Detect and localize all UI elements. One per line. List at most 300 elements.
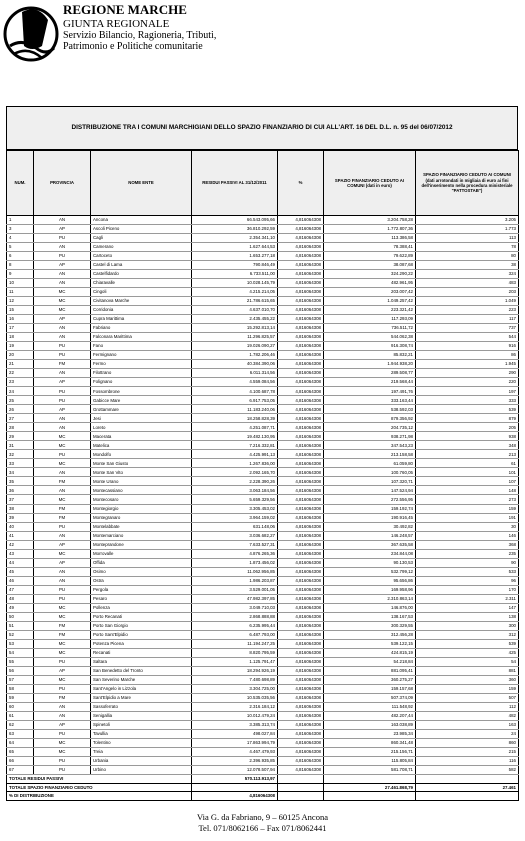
cell-num: 46: [7, 576, 34, 585]
cell-ente: Monteprandone: [91, 540, 192, 549]
table-row: [7, 306, 519, 315]
cell-residui: 6.011.314,56: [192, 369, 278, 378]
cell-provincia: MC: [34, 612, 91, 621]
cell-provincia: PU: [34, 594, 91, 603]
table-body: [7, 216, 519, 775]
cell-num: 60: [7, 702, 34, 711]
cell-num: 50: [7, 612, 34, 621]
cell-ente: Urbino: [91, 765, 192, 774]
cell-pct: 4,816064308: [278, 486, 324, 495]
cell-provincia: PU: [34, 234, 91, 243]
cell-ente: Montelabbate: [91, 522, 192, 531]
cell-spazio: 360.275,27: [324, 675, 416, 684]
table-row: [7, 513, 519, 522]
table-row: [7, 666, 519, 675]
cell-spazio: 544.062,38: [324, 333, 416, 342]
cell-num: 54: [7, 648, 34, 657]
cell-spazio: 507.374,09: [324, 693, 416, 702]
cell-num: 33: [7, 459, 34, 468]
cell-residui: 6.487.793,00: [192, 630, 278, 639]
cell-num: 24: [7, 387, 34, 396]
cell-pct: 4,816064308: [278, 324, 324, 333]
cell-ceduto: 107: [416, 477, 519, 486]
cell-ceduto: 737: [416, 324, 519, 333]
cell-residui: 3.385.313,74: [192, 720, 278, 729]
cell-ente: Senigallia: [91, 711, 192, 720]
header-ceduto: SPAZIO FINANZIARIO CEDUTO AI COMUNI (dati arrotondati in migliaia di euro ai fini dell'inserimento nella procedura ministeriale "PATTOSTAB"): [416, 151, 519, 216]
cell-ceduto: 507: [416, 693, 519, 702]
cell-pct: 4,816064308: [278, 234, 324, 243]
cell-ente: San Benedetto del Tronto: [91, 666, 192, 675]
cell-num: 29: [7, 432, 34, 441]
cell-spazio: 146.876,00: [324, 603, 416, 612]
cell-pct: 4,816064308: [278, 684, 324, 693]
cell-pct: 4,816064308: [278, 243, 324, 252]
cell-num: 6: [7, 252, 34, 261]
distribution-table: [6, 150, 519, 801]
cell-ceduto: 312: [416, 630, 519, 639]
cell-pct: 4,816064308: [278, 432, 324, 441]
cell-spazio: 117.293,09: [324, 315, 416, 324]
cell-ente: Falconara Marittima: [91, 333, 192, 342]
table-row: [7, 540, 519, 549]
cell-ceduto: 273: [416, 495, 519, 504]
cell-pct: 4,816064308: [278, 675, 324, 684]
cell-num: 1: [7, 216, 34, 225]
cell-pct: 4,816064308: [278, 729, 324, 738]
cell-pct: 4,816064308: [278, 360, 324, 369]
cell-provincia: AP: [34, 405, 91, 414]
cell-num: 27: [7, 414, 34, 423]
cell-ente: Recanati: [91, 648, 192, 657]
cell-spazio: 219.568,44: [324, 378, 416, 387]
table-row: [7, 414, 519, 423]
cell-provincia: AP: [34, 720, 91, 729]
cell-residui: 11.062.956,85: [192, 567, 278, 576]
cell-residui: 3.063.184,56: [192, 486, 278, 495]
cell-residui: 3.036.682,27: [192, 531, 278, 540]
cell-ente: Pesaro: [91, 594, 192, 603]
cell-provincia: FM: [34, 477, 91, 486]
cell-ceduto: 148: [416, 486, 519, 495]
cell-ceduto: 1.945: [416, 360, 519, 369]
cell-spazio: 2.310.863,14: [324, 594, 416, 603]
cell-provincia: AN: [34, 423, 91, 432]
table-row: [7, 621, 519, 630]
cell-pct: 4,816064308: [278, 252, 324, 261]
cell-spazio: 1.772.807,36: [324, 225, 416, 234]
cell-num: 22: [7, 369, 34, 378]
table-row: [7, 468, 519, 477]
cell-num: 59: [7, 693, 34, 702]
cell-residui: 2.396.935,85: [192, 756, 278, 765]
cell-pct: 4,816064308: [278, 477, 324, 486]
cell-residui: 498.027,84: [192, 729, 278, 738]
table-row: [7, 738, 519, 747]
cell-pct: 4,816064308: [278, 216, 324, 225]
cell-num: 37: [7, 495, 34, 504]
table-row: [7, 261, 519, 270]
cell-ceduto: 30: [416, 522, 519, 531]
cell-residui: 21.786.615,65: [192, 297, 278, 306]
table-row: [7, 279, 519, 288]
cell-pct: 4,816064308: [278, 333, 324, 342]
cell-spazio: 85.832,21: [324, 351, 416, 360]
cell-residui: 18.258.828,39: [192, 414, 278, 423]
cell-pct: 4,816064308: [278, 405, 324, 414]
header-residui: RESIDUI PASSIVI AL 31/12/2011: [192, 151, 278, 216]
cell-spazio: 860.341,48: [324, 738, 416, 747]
cell-residui: 7.216.332,81: [192, 441, 278, 450]
cell-ente: Cupra Marittima: [91, 315, 192, 324]
cell-pct: 4,816064308: [278, 414, 324, 423]
cell-spazio: 30.492,82: [324, 522, 416, 531]
cell-provincia: FM: [34, 630, 91, 639]
cell-provincia: MC: [34, 441, 91, 450]
cell-num: 26: [7, 405, 34, 414]
cell-pct: 4,816064308: [278, 657, 324, 666]
region-name: REGIONE MARCHE: [63, 2, 187, 17]
table-row: [7, 693, 519, 702]
pct-distribution-row: [7, 792, 519, 801]
cell-ente: Montegiorgio: [91, 504, 192, 513]
table-row: [7, 747, 519, 756]
header-spazio: SPAZIO FINANZIARIO CEDUTO AI COMUNI (dati in euro): [324, 151, 416, 216]
cell-provincia: AN: [34, 333, 91, 342]
cell-num: 47: [7, 585, 34, 594]
cell-pct: 4,816064308: [278, 621, 324, 630]
cell-spazio: 146.248,57: [324, 531, 416, 540]
table-row: [7, 585, 519, 594]
cell-ente: Fabriano: [91, 324, 192, 333]
cell-spazio: 736.511,72: [324, 324, 416, 333]
cell-spazio: 115.805,84: [324, 756, 416, 765]
cell-ente: Porto San Giorgio: [91, 621, 192, 630]
cell-num: 17: [7, 324, 34, 333]
cell-pct: 4,816064308: [278, 387, 324, 396]
cell-ceduto: 3.205: [416, 216, 519, 225]
table-row: [7, 684, 519, 693]
cell-provincia: AN: [34, 486, 91, 495]
table-row: [7, 252, 519, 261]
cell-ente: Monte San Vito: [91, 468, 192, 477]
empty-cell: [278, 783, 324, 792]
cell-ceduto: 220: [416, 378, 519, 387]
cell-num: 58: [7, 684, 34, 693]
cell-ceduto: 96: [416, 576, 519, 585]
cell-num: 21: [7, 360, 34, 369]
cell-residui: 10.012.479,24: [192, 711, 278, 720]
cell-ceduto: 80: [416, 252, 519, 261]
letterhead: [0, 0, 525, 70]
cell-spazio: 424.815,19: [324, 648, 416, 657]
cell-provincia: AN: [34, 270, 91, 279]
table-row: [7, 378, 519, 387]
cell-spazio: 38.087,68: [324, 261, 416, 270]
cell-ente: Castelfidardo: [91, 270, 192, 279]
cell-provincia: AN: [34, 279, 91, 288]
cell-ente: Civitanova Marche: [91, 297, 192, 306]
empty-cell: [324, 792, 416, 801]
cell-num: 63: [7, 729, 34, 738]
cell-spazio: 879.356,92: [324, 414, 416, 423]
table-row: [7, 360, 519, 369]
cell-residui: 4.637.010,70: [192, 306, 278, 315]
cell-ceduto: 159: [416, 684, 519, 693]
cell-ceduto: 38: [416, 261, 519, 270]
empty-cell: [416, 774, 519, 783]
table-row: [7, 720, 519, 729]
cell-num: 38: [7, 504, 34, 513]
cell-ceduto: 879: [416, 414, 519, 423]
cell-provincia: MC: [34, 747, 91, 756]
cell-ceduto: 90: [416, 558, 519, 567]
cell-provincia: MC: [34, 288, 91, 297]
header-provincia: PROVINCIA: [34, 151, 91, 216]
cell-spazio: 539.122,15: [324, 639, 416, 648]
cell-ente: Corridonia: [91, 306, 192, 315]
table-row: [7, 270, 519, 279]
cell-residui: 3.305.453,02: [192, 504, 278, 513]
cell-spazio: 223.321,42: [324, 306, 416, 315]
cell-residui: 11.183.240,06: [192, 405, 278, 414]
table-row: [7, 486, 519, 495]
cell-num: 39: [7, 513, 34, 522]
table-row: [7, 387, 519, 396]
cell-residui: 1.627.644,53: [192, 243, 278, 252]
cell-ente: Sant'Angelo in Lizzola: [91, 684, 192, 693]
table-row: [7, 594, 519, 603]
cell-pct: 4,816064308: [278, 747, 324, 756]
cell-provincia: MC: [34, 306, 91, 315]
cell-provincia: PU: [34, 342, 91, 351]
cell-ceduto: 146: [416, 531, 519, 540]
cell-provincia: FM: [34, 693, 91, 702]
table-header-row: [7, 151, 519, 216]
cell-ente: Treia: [91, 747, 192, 756]
cell-spazio: 23.985,34: [324, 729, 416, 738]
cell-residui: 4.467.479,93: [192, 747, 278, 756]
cell-provincia: AN: [34, 369, 91, 378]
table-row: [7, 216, 519, 225]
cell-ente: Cingoli: [91, 288, 192, 297]
cell-num: 35: [7, 477, 34, 486]
cell-ente: Monte San Giusto: [91, 459, 192, 468]
cell-num: 67: [7, 765, 34, 774]
cell-ceduto: 582: [416, 765, 519, 774]
total-spazio-euro: 27.461.868,79: [324, 783, 416, 792]
table-row: [7, 612, 519, 621]
cell-ente: Ostra: [91, 576, 192, 585]
cell-ceduto: 191: [416, 513, 519, 522]
cell-ceduto: 113: [416, 234, 519, 243]
cell-pct: 4,816064308: [278, 693, 324, 702]
cell-spazio: 159.157,68: [324, 684, 416, 693]
cell-num: 5: [7, 243, 34, 252]
cell-num: 16: [7, 315, 34, 324]
cell-ceduto: 78: [416, 243, 519, 252]
total-spazio-migliaia: 27.461: [416, 783, 519, 792]
cell-num: 12: [7, 297, 34, 306]
table-row: [7, 234, 519, 243]
cell-ceduto: 24: [416, 729, 519, 738]
table-row: [7, 324, 519, 333]
cell-ceduto: 61: [416, 459, 519, 468]
table-row: [7, 288, 519, 297]
table-row: [7, 495, 519, 504]
cell-provincia: AP: [34, 315, 91, 324]
cell-ente: Fermo: [91, 360, 192, 369]
cell-ente: Camerano: [91, 243, 192, 252]
cell-ente: Chiaravalle: [91, 279, 192, 288]
cell-spazio: 100.760,05: [324, 468, 416, 477]
cell-ente: Monte Urano: [91, 477, 192, 486]
cell-ceduto: 425: [416, 648, 519, 657]
cell-residui: 40.384.390,06: [192, 360, 278, 369]
cell-ente: San Severino Marche: [91, 675, 192, 684]
cell-num: 4: [7, 234, 34, 243]
table-row: [7, 477, 519, 486]
cell-num: 53: [7, 639, 34, 648]
cell-residui: 6.733.511,00: [192, 270, 278, 279]
cell-spazio: 289.508,77: [324, 369, 416, 378]
cell-ente: Tolentino: [91, 738, 192, 747]
cell-pct: 4,816064308: [278, 558, 324, 567]
cell-num: 40: [7, 522, 34, 531]
cell-num: 42: [7, 540, 34, 549]
cell-ceduto: 860: [416, 738, 519, 747]
cell-pct: 4,816064308: [278, 666, 324, 675]
cell-provincia: AN: [34, 531, 91, 540]
cell-spazio: 90.130,53: [324, 558, 416, 567]
table-row: [7, 342, 519, 351]
cell-ceduto: 54: [416, 657, 519, 666]
cell-spazio: 482.207,44: [324, 711, 416, 720]
cell-residui: 7.633.527,31: [192, 540, 278, 549]
empty-cell: [278, 792, 324, 801]
cell-pct: 4,816064308: [278, 459, 324, 468]
total-residui-row: [7, 774, 519, 783]
cell-provincia: AP: [34, 261, 91, 270]
council-name: GIUNTA REGIONALE: [63, 17, 170, 30]
cell-spazio: 107.320,71: [324, 477, 416, 486]
cell-spazio: 1.944.938,20: [324, 360, 416, 369]
cell-ceduto: 170: [416, 585, 519, 594]
cell-residui: 631.148,06: [192, 522, 278, 531]
cell-provincia: PU: [34, 396, 91, 405]
cell-ceduto: 86: [416, 351, 519, 360]
table-title: DISTRIBUZIONE TRA I COMUNI MARCHIGIANI DELLO SPAZIO FINANZIARIO DI CUI ALL'ART. 16 DEL D.L. n. 95 del 06/07/2012: [6, 106, 518, 150]
cell-spazio: 916.308,74: [324, 342, 416, 351]
cell-num: 32: [7, 450, 34, 459]
cell-num: 3: [7, 225, 34, 234]
cell-pct: 4,816064308: [278, 711, 324, 720]
cell-pct: 4,816064308: [278, 369, 324, 378]
header-pct: %: [278, 151, 324, 216]
cell-num: 45: [7, 567, 34, 576]
cell-num: 10: [7, 279, 34, 288]
cell-ceduto: 916: [416, 342, 519, 351]
cell-residui: 3.049.710,03: [192, 603, 278, 612]
empty-cell: [278, 774, 324, 783]
cell-provincia: MC: [34, 639, 91, 648]
cell-residui: 19.026.090,27: [192, 342, 278, 351]
table-row: [7, 522, 519, 531]
cell-num: 57: [7, 675, 34, 684]
cell-provincia: PU: [34, 756, 91, 765]
table-row: [7, 333, 519, 342]
cell-ceduto: 368: [416, 540, 519, 549]
table-row: [7, 297, 519, 306]
cell-ente: Ancona: [91, 216, 192, 225]
cell-provincia: PU: [34, 585, 91, 594]
cell-num: 66: [7, 756, 34, 765]
cell-pct: 4,816064308: [278, 270, 324, 279]
cell-residui: 10.028.145,79: [192, 279, 278, 288]
cell-num: 64: [7, 738, 34, 747]
table-row: [7, 657, 519, 666]
cell-num: 65: [7, 747, 34, 756]
cell-pct: 4,816064308: [278, 225, 324, 234]
cell-provincia: AN: [34, 567, 91, 576]
header-ente: NOME ENTE: [91, 151, 192, 216]
cell-ente: Offida: [91, 558, 192, 567]
cell-ceduto: 1.773: [416, 225, 519, 234]
cell-ceduto: 163: [416, 720, 519, 729]
cell-provincia: PU: [34, 387, 91, 396]
cell-ente: Porto Recanati: [91, 612, 192, 621]
cell-residui: 2.092.165,70: [192, 468, 278, 477]
cell-num: 31: [7, 441, 34, 450]
cell-num: 28: [7, 423, 34, 432]
cell-residui: 5.659.329,56: [192, 495, 278, 504]
cell-ceduto: 223: [416, 306, 519, 315]
cell-spazio: 367.635,58: [324, 540, 416, 549]
cell-residui: 3.529.001,05: [192, 585, 278, 594]
cell-spazio: 95.656,86: [324, 576, 416, 585]
cell-ente: Fano: [91, 342, 192, 351]
cell-residui: 4.251.087,71: [192, 423, 278, 432]
table-row: [7, 576, 519, 585]
cell-spazio: 79.622,89: [324, 252, 416, 261]
cell-ceduto: 112: [416, 702, 519, 711]
cell-ceduto: 213: [416, 450, 519, 459]
cell-spazio: 111.548,92: [324, 702, 416, 711]
cell-residui: 1.125.791,47: [192, 657, 278, 666]
table-row: [7, 459, 519, 468]
cell-provincia: AN: [34, 576, 91, 585]
cell-ceduto: 360: [416, 675, 519, 684]
table-row: [7, 351, 519, 360]
cell-num: 52: [7, 630, 34, 639]
cell-spazio: 532.799,12: [324, 567, 416, 576]
cell-ceduto: 138: [416, 612, 519, 621]
cell-ceduto: 324: [416, 270, 519, 279]
cell-residui: 1.782.206,46: [192, 351, 278, 360]
cell-spazio: 138.167,53: [324, 612, 416, 621]
cell-residui: 1.653.277,18: [192, 252, 278, 261]
cell-residui: 3.304.725,00: [192, 684, 278, 693]
cell-num: 43: [7, 549, 34, 558]
regione-marche-logo-icon: [2, 2, 60, 66]
cell-ceduto: 147: [416, 603, 519, 612]
cell-residui: 17.863.994,79: [192, 738, 278, 747]
cell-residui: 4.876.265,36: [192, 549, 278, 558]
cell-pct: 4,816064308: [278, 531, 324, 540]
cell-spazio: 78.388,41: [324, 243, 416, 252]
cell-ente: Cartoceto: [91, 252, 192, 261]
cell-pct: 4,816064308: [278, 441, 324, 450]
